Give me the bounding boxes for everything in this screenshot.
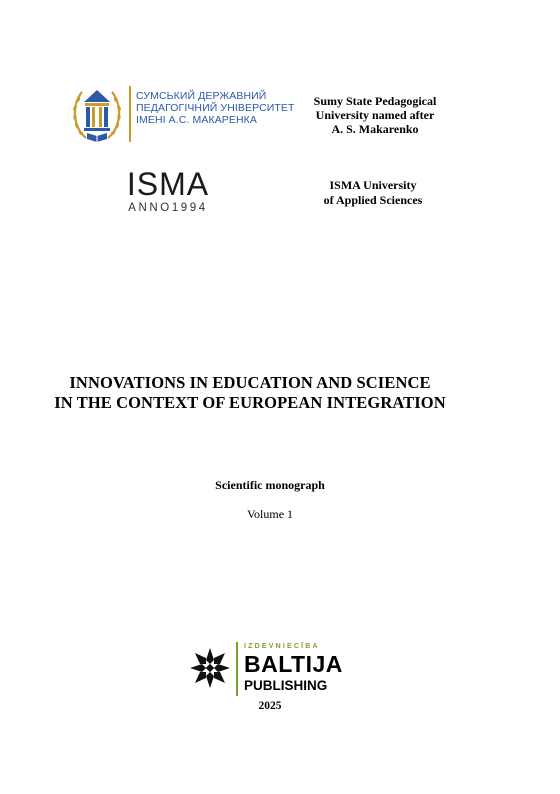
- publisher-name: BALTIJA: [244, 651, 343, 677]
- university-caption-line: University named after: [315, 108, 435, 122]
- isma-caption: [300, 178, 446, 208]
- university-emblem-icon: [70, 84, 124, 144]
- university-logo-divider: [129, 86, 131, 142]
- university-logo: [70, 84, 295, 146]
- isma-caption-line: ISMA University: [329, 178, 417, 192]
- baltic-star-icon: [188, 646, 232, 690]
- university-caption-line: Sumy State Pedagogical: [313, 94, 437, 108]
- publication-year: 2025: [258, 700, 282, 712]
- university-logo-line: ПЕДАГОГІЧНИЙ УНІВЕРСИТЕТ: [136, 102, 295, 114]
- monograph-title-line: IN THE CONTEXT OF EUROPEAN INTEGRATION: [54, 393, 446, 412]
- publisher-small-label: IZDEVNIECĪBA: [244, 643, 320, 650]
- university-logo-line: ІМЕНІ А.С. МАКАРЕНКА: [136, 114, 258, 126]
- university-caption-line: A. S. Makarenko: [331, 122, 419, 136]
- volume-label: Volume 1: [246, 507, 294, 521]
- monograph-subtitle: Scientific monograph: [215, 478, 325, 492]
- isma-logo: [118, 168, 218, 220]
- publisher-logo: [188, 640, 358, 700]
- university-caption: [290, 94, 460, 136]
- isma-caption-line: of Applied Sciences: [323, 193, 423, 207]
- publisher-subname: PUBLISHING: [244, 678, 328, 693]
- university-logo-text: [136, 90, 295, 126]
- monograph-title-line: INNOVATIONS IN EDUCATION AND SCIENCE: [69, 373, 431, 392]
- publisher-logo-divider: [236, 642, 238, 696]
- university-logo-line: СУМСЬКИЙ ДЕРЖАВНИЙ: [136, 90, 267, 102]
- isma-logo-sub: ANNO1994: [128, 202, 208, 214]
- isma-logo-word: ISMA: [126, 166, 210, 202]
- monograph-title: [0, 373, 500, 413]
